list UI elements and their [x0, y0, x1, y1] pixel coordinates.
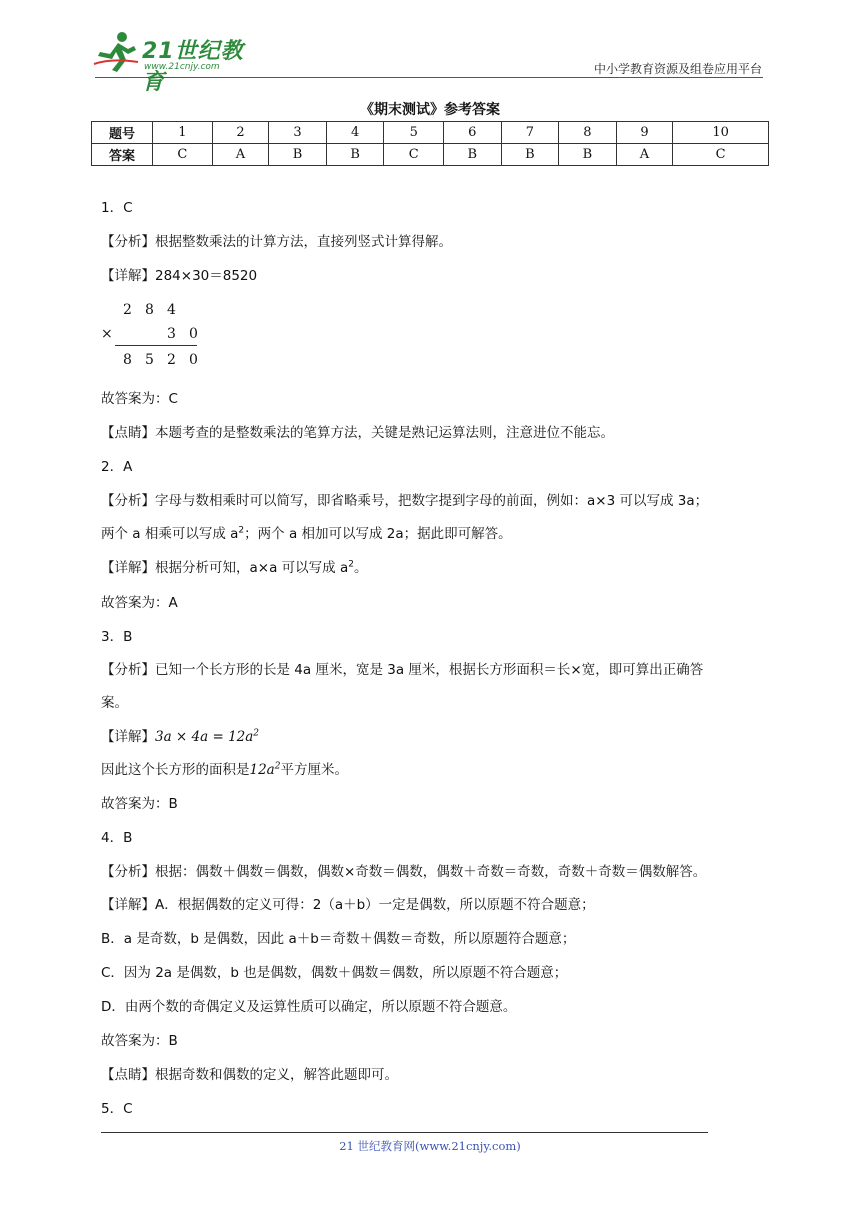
text-span: 【详解】根据分析可知，a×a 可以写成 a [101, 560, 349, 576]
header-divider [95, 77, 763, 78]
platform-name: 中小学教育资源及组卷应用平台 [593, 62, 762, 76]
q2-analysis-line1: 【分析】字母与数相乘时可以简写，即省略乘号，把数字提到字母的前面，例如：a×3 可以写成 3a； [101, 493, 709, 509]
q4-number: 4．B [101, 830, 133, 846]
answer-table [91, 121, 769, 166]
q3-analysis-line2: 案。 [101, 695, 128, 711]
superscript: 2 [238, 525, 245, 536]
table-cell: 2 [212, 122, 269, 144]
table-cell: 1 [153, 122, 213, 144]
logo-url: www.21cnjy.com [144, 62, 220, 72]
calc-digit: 3 [167, 326, 176, 342]
calc-digit: 2 [167, 352, 176, 368]
multiply-sign: × [101, 326, 113, 342]
calc-rule [115, 345, 197, 346]
q1-analysis: 【分析】根据整数乘法的计算方法，直接列竖式计算得解。 [101, 234, 452, 250]
text-span: 因此这个长方形的面积是 [101, 762, 250, 778]
row-header-answer: 答案 [92, 144, 153, 166]
runner-logo-icon [92, 30, 142, 74]
text-span: 【详解】 [101, 729, 155, 745]
page-title: 《期末测试》参考答案 [360, 102, 500, 118]
q5-number: 5．C [101, 1101, 133, 1117]
table-cell: 6 [444, 122, 502, 144]
table-cell: B [269, 144, 327, 166]
q1-detail: 【详解】284×30＝8520 [101, 268, 258, 284]
calc-digit: 4 [167, 302, 176, 318]
formula: 3a × 4a = 12a [155, 729, 254, 745]
q3-number: 3．B [101, 629, 133, 645]
calc-digit: 8 [145, 302, 154, 318]
table-cell: 8 [559, 122, 617, 144]
table-cell: B [444, 144, 502, 166]
calc-digit: 8 [123, 352, 132, 368]
table-cell: 9 [616, 122, 673, 144]
q3-detail [101, 727, 259, 747]
superscript: 2 [274, 761, 281, 772]
page-header [92, 28, 762, 95]
calc-digit: 0 [189, 352, 198, 368]
q3-result [101, 760, 348, 780]
q4-detail-c: C．因为 2a 是偶数，b 也是偶数，偶数＋偶数＝偶数，所以原题不符合题意； [101, 965, 568, 981]
q2-answer: 故答案为：A [101, 595, 178, 611]
q2-number: 2．A [101, 459, 133, 475]
q4-analysis: 【分析】根据：偶数＋偶数＝偶数，偶数×奇数＝偶数，偶数＋奇数＝奇数，奇数＋奇数＝偶数解答。 [101, 864, 707, 880]
table-cell: C [384, 144, 444, 166]
text-span: 。 [353, 560, 368, 576]
q4-detail-a: 【详解】A．根据偶数的定义可得：2（a＋b）一定是偶数，所以原题不符合题意； [101, 897, 595, 913]
text-span: 两个 a 相乘可以写成 a [101, 526, 239, 542]
table-cell: 3 [269, 122, 327, 144]
footer-text: 21 世纪教育网(www.21cnjy.com) [339, 1139, 521, 1153]
q4-detail-d: D．由两个数的奇偶定义及运算性质可以确定，所以原题不符合题意。 [101, 999, 517, 1015]
calc-digit: 0 [189, 326, 198, 342]
table-cell: A [212, 144, 269, 166]
q4-comment: 【点睛】根据奇数和偶数的定义，解答此题即可。 [101, 1067, 398, 1083]
q3-answer: 故答案为：B [101, 796, 178, 812]
calc-digit: 2 [123, 302, 132, 318]
q3-analysis-line1: 【分析】已知一个长方形的长是 4a 厘米，宽是 3a 厘米，根据长方形面积＝长×宽，即可算出正确答 [101, 662, 704, 678]
q4-answer: 故答案为：B [101, 1033, 178, 1049]
logo [92, 28, 262, 95]
table-cell: 7 [501, 122, 559, 144]
text-span: ；两个 a 相加可以写成 2a；据此即可解答。 [244, 526, 512, 542]
table-row [92, 122, 769, 144]
q1-answer: 故答案为：C [101, 391, 178, 407]
table-cell: B [559, 144, 617, 166]
superscript: 2 [348, 559, 354, 570]
table-row [92, 144, 769, 166]
q4-detail-b: B．a 是奇数，b 是偶数，因此 a＋b＝奇数＋偶数＝奇数，所以原题符合题意； [101, 931, 576, 947]
table-cell: 4 [326, 122, 384, 144]
logo-text: 21世纪教育 [142, 39, 244, 95]
table-cell: C [153, 144, 213, 166]
formula: 12a [249, 762, 275, 778]
q2-detail [101, 558, 367, 578]
superscript: 2 [253, 728, 260, 739]
q2-analysis-line2 [101, 524, 512, 544]
q1-number: 1．C [101, 200, 133, 216]
table-cell: B [501, 144, 559, 166]
footer-divider [101, 1132, 708, 1133]
vertical-multiplication [101, 302, 201, 372]
table-cell: C [673, 144, 769, 166]
calc-digit: 5 [145, 352, 154, 368]
table-cell: A [616, 144, 673, 166]
table-cell: 5 [384, 122, 444, 144]
table-cell: B [326, 144, 384, 166]
row-header-number: 题号 [92, 122, 153, 144]
q1-comment: 【点睛】本题考查的是整数乘法的笔算方法，关键是熟记运算法则，注意进位不能忘。 [101, 425, 614, 441]
text-span: 平方厘米。 [280, 762, 348, 778]
table-cell: 10 [673, 122, 769, 144]
